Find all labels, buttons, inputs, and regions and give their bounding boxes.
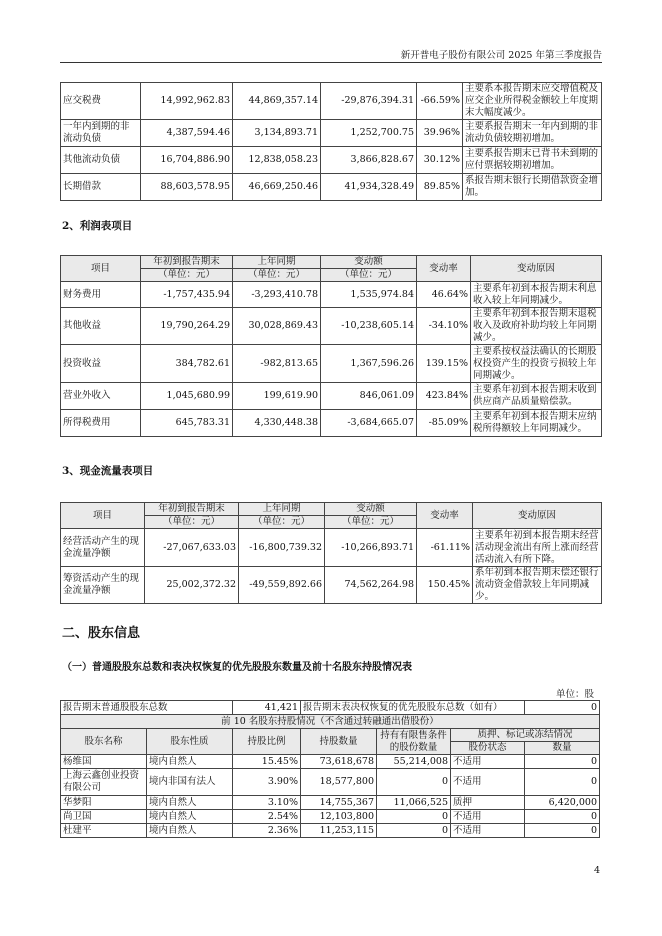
pref-value: 0: [525, 701, 600, 715]
table-row: [61, 147, 602, 174]
cell: 2.54%: [233, 810, 301, 824]
reason-cell: 主要系按权益法确认的长期股权投资产生的投资亏损较上年同期减少。: [471, 345, 602, 383]
cell: 30.12%: [417, 147, 463, 174]
item-cell: 财务费用: [61, 282, 141, 308]
table-row: [61, 383, 602, 410]
cell: 1,252,700.75: [321, 120, 417, 147]
cell: 18,577,800: [301, 769, 377, 796]
header-unit: （单位：元）: [321, 269, 417, 282]
total-value: 41,421: [233, 701, 301, 715]
table-row: [61, 529, 602, 567]
reason-cell: 主要系年初到本报告期末经营活动现金流出有所上涨而经营活动流入有所下降。: [473, 529, 602, 567]
header-unit: （单位：元）: [141, 269, 233, 282]
cell: -1,757,435.94: [141, 282, 233, 308]
table-row: [61, 796, 600, 810]
cell: 2.36%: [233, 824, 301, 838]
cell: 境内非国有法人: [147, 769, 233, 796]
cell: 境内自然人: [147, 796, 233, 810]
reason-cell: 系报告期末银行长期借款资金增加。: [463, 174, 602, 201]
reason-cell: 系年初到本报告期末偿还银行流动资金借款较上年同期减少。: [473, 567, 602, 604]
cell: 0: [525, 824, 600, 838]
header-item: 项目: [61, 503, 145, 529]
cell: 3,134,893.71: [233, 120, 321, 147]
cell: 14,992,962.83: [141, 83, 233, 120]
cashflow-table: [60, 502, 602, 604]
reason-cell: 主要系年初到本报告期末退税收入及政府补助均较上年同期减少。: [471, 308, 602, 345]
table-row: [61, 755, 600, 769]
cell: 3.90%: [233, 769, 301, 796]
cell: 11,066,525: [377, 796, 451, 810]
header-unit: （单位：元）: [239, 516, 325, 529]
header-reason: 变动原因: [473, 503, 602, 529]
shareholder-name: 杜建平: [61, 824, 147, 838]
table-row: [61, 174, 602, 201]
table-row: [61, 824, 600, 838]
cell: -3,684,665.07: [321, 410, 417, 437]
top10-caption: 前 10 名股东持股情况（不含通过转融通出借股份）: [61, 715, 600, 729]
header-count: 持股数量: [301, 729, 377, 755]
header-pledge: 质押、标记或冻结情况: [451, 729, 600, 742]
page-header: 新开普电子股份有限公司 2025 年第三季度报告: [400, 50, 602, 61]
cashflow-heading: 3、现金流量表项目: [62, 465, 154, 477]
cell: -982,813.65: [233, 345, 321, 383]
table-row: [61, 282, 602, 308]
table-row: [61, 567, 602, 604]
header-row: [61, 256, 602, 269]
cell: 境内自然人: [147, 824, 233, 838]
header-divider: [60, 62, 602, 63]
cell: 46,669,250.46: [233, 174, 321, 201]
total-label: 报告期末普通股股东总数: [61, 701, 233, 715]
section-title: 二、股东信息: [62, 626, 141, 641]
item-cell: 一年内到期的非流动负债: [61, 120, 141, 147]
cell: 645,783.31: [141, 410, 233, 437]
reason-cell: 主要系年初到本报告期末收到供应商产品质量赔偿款。: [471, 383, 602, 410]
cell: 74,562,264.98: [325, 567, 417, 604]
table-row: [61, 769, 600, 796]
cell: 1,045,680.99: [141, 383, 233, 410]
item-cell: 所得税费用: [61, 410, 141, 437]
cell: 16,704,886.90: [141, 147, 233, 174]
cell: 30,028,869.43: [233, 308, 321, 345]
shareholder-name: 尚卫国: [61, 810, 147, 824]
cell: 88,603,578.95: [141, 174, 233, 201]
table-row: [61, 120, 602, 147]
section-subtitle: （一）普通股股东总数和表决权恢复的优先股股东数量及前十名股东持股情况表: [62, 662, 412, 673]
header-unit: （单位：元）: [325, 516, 417, 529]
header-diff: 变动额: [321, 256, 417, 269]
cell: -66.59%: [417, 83, 463, 120]
pref-label: 报告期末表决权恢复的优先股股东总数（如有）: [301, 701, 525, 715]
cell: 0: [525, 755, 600, 769]
table-row: [61, 701, 600, 715]
cell: 39.96%: [417, 120, 463, 147]
cell: 0: [525, 769, 600, 796]
cell: 境内自然人: [147, 810, 233, 824]
header-prev: 上年同期: [239, 503, 325, 516]
balance-table: [60, 82, 602, 201]
cell: -29,876,394.31: [321, 83, 417, 120]
income-table: [60, 255, 602, 437]
cell: 不适用: [451, 810, 525, 824]
cell: -10,238,605.14: [321, 308, 417, 345]
cell: 423.84%: [417, 383, 471, 410]
table-row: [61, 345, 602, 383]
header-row: [61, 503, 602, 516]
reason-cell: 主要系年初到本报告期末应纳税所得额较上年同期减少。: [471, 410, 602, 437]
caption-row: [61, 715, 600, 729]
header-name: 股东名称: [61, 729, 147, 755]
cell: -49,559,892.66: [239, 567, 325, 604]
cell: 1,535,974.84: [321, 282, 417, 308]
cell: -34.10%: [417, 308, 471, 345]
cell: 不适用: [451, 755, 525, 769]
reason-cell: 主要系报告期末一年内到期的非流动负债较期初增加。: [463, 120, 602, 147]
cell: 14,755,367: [301, 796, 377, 810]
cell: 846,061.09: [321, 383, 417, 410]
cell: 3.10%: [233, 796, 301, 810]
cell: 55,214,008: [377, 755, 451, 769]
reason-cell: 主要系报告期末已背书未到期的应付票据较期初增加。: [463, 147, 602, 174]
table-row: [61, 410, 602, 437]
header-prev: 上年同期: [233, 256, 321, 269]
page-number: 4: [593, 865, 600, 876]
header-rate: 变动率: [417, 503, 473, 529]
table-row: [61, 83, 602, 120]
cell: 199,619.90: [233, 383, 321, 410]
table-row: [61, 308, 602, 345]
header-unit: （单位：元）: [145, 516, 239, 529]
cell: 19,790,264.29: [141, 308, 233, 345]
header-restricted: 持有有限售条件的股份数量: [377, 729, 451, 755]
shareholder-name: 杨维国: [61, 755, 147, 769]
header-item: 项目: [61, 256, 141, 282]
cell: 44,869,357.14: [233, 83, 321, 120]
table-row: [61, 810, 600, 824]
cell: -10,266,893.71: [325, 529, 417, 567]
cell: -85.09%: [417, 410, 471, 437]
header-reason: 变动原因: [471, 256, 602, 282]
item-cell: 其他流动负债: [61, 147, 141, 174]
item-cell: 经营活动产生的现金流量净额: [61, 529, 145, 567]
unit-label: 单位：股: [555, 689, 594, 700]
cell: 89.85%: [417, 174, 463, 201]
cell: 73,618,678: [301, 755, 377, 769]
cell: -27,067,633.03: [145, 529, 239, 567]
shareholder-name: 上海云鑫创业投资有限公司: [61, 769, 147, 796]
cell: 0: [377, 769, 451, 796]
item-cell: 长期借款: [61, 174, 141, 201]
cell: 0: [377, 824, 451, 838]
cell: 质押: [451, 796, 525, 810]
header-status: 股份状态: [451, 742, 525, 755]
cell: 不适用: [451, 824, 525, 838]
cell: 41,934,328.49: [321, 174, 417, 201]
cell: 11,253,115: [301, 824, 377, 838]
cell: 384,782.61: [141, 345, 233, 383]
cell: 0: [525, 810, 600, 824]
cell: 4,330,448.38: [233, 410, 321, 437]
cell: 25,002,372.32: [145, 567, 239, 604]
cell: -16,800,739.32: [239, 529, 325, 567]
item-cell: 筹资活动产生的现金流量净额: [61, 567, 145, 604]
cell: 150.45%: [417, 567, 473, 604]
cell: 境内自然人: [147, 755, 233, 769]
cell: 不适用: [451, 769, 525, 796]
cell: 6,420,000: [525, 796, 600, 810]
item-cell: 营业外收入: [61, 383, 141, 410]
item-cell: 投资收益: [61, 345, 141, 383]
header-unit: （单位：元）: [233, 269, 321, 282]
item-cell: 应交税费: [61, 83, 141, 120]
cell: 3,866,828.67: [321, 147, 417, 174]
reason-cell: 主要系本报告期末应交增值税及应交企业所得税金额较上年度期末大幅度减少。: [463, 83, 602, 120]
header-cur: 年初到报告期末: [141, 256, 233, 269]
cell: 139.15%: [417, 345, 471, 383]
header-nature: 股东性质: [147, 729, 233, 755]
cell: 12,838,058.23: [233, 147, 321, 174]
header-ratio: 持股比例: [233, 729, 301, 755]
income-heading: 2、利润表项目: [62, 220, 133, 232]
shareholder-table: [60, 700, 600, 838]
cell: -3,293,410.78: [233, 282, 321, 308]
shareholder-name: 华梦阳: [61, 796, 147, 810]
header-cur: 年初到报告期末: [145, 503, 239, 516]
item-cell: 其他收益: [61, 308, 141, 345]
cell: 4,387,594.46: [141, 120, 233, 147]
cell: 1,367,596.26: [321, 345, 417, 383]
reason-cell: 主要系年初到本报告期末利息收入较上年同期减少。: [471, 282, 602, 308]
header-row: [61, 729, 600, 742]
cell: 15.45%: [233, 755, 301, 769]
cell: 12,103,800: [301, 810, 377, 824]
header-rate: 变动率: [417, 256, 471, 282]
header-qty: 数量: [525, 742, 600, 755]
cell: -61.11%: [417, 529, 473, 567]
cell: 0: [377, 810, 451, 824]
cell: 46.64%: [417, 282, 471, 308]
header-diff: 变动额: [325, 503, 417, 516]
